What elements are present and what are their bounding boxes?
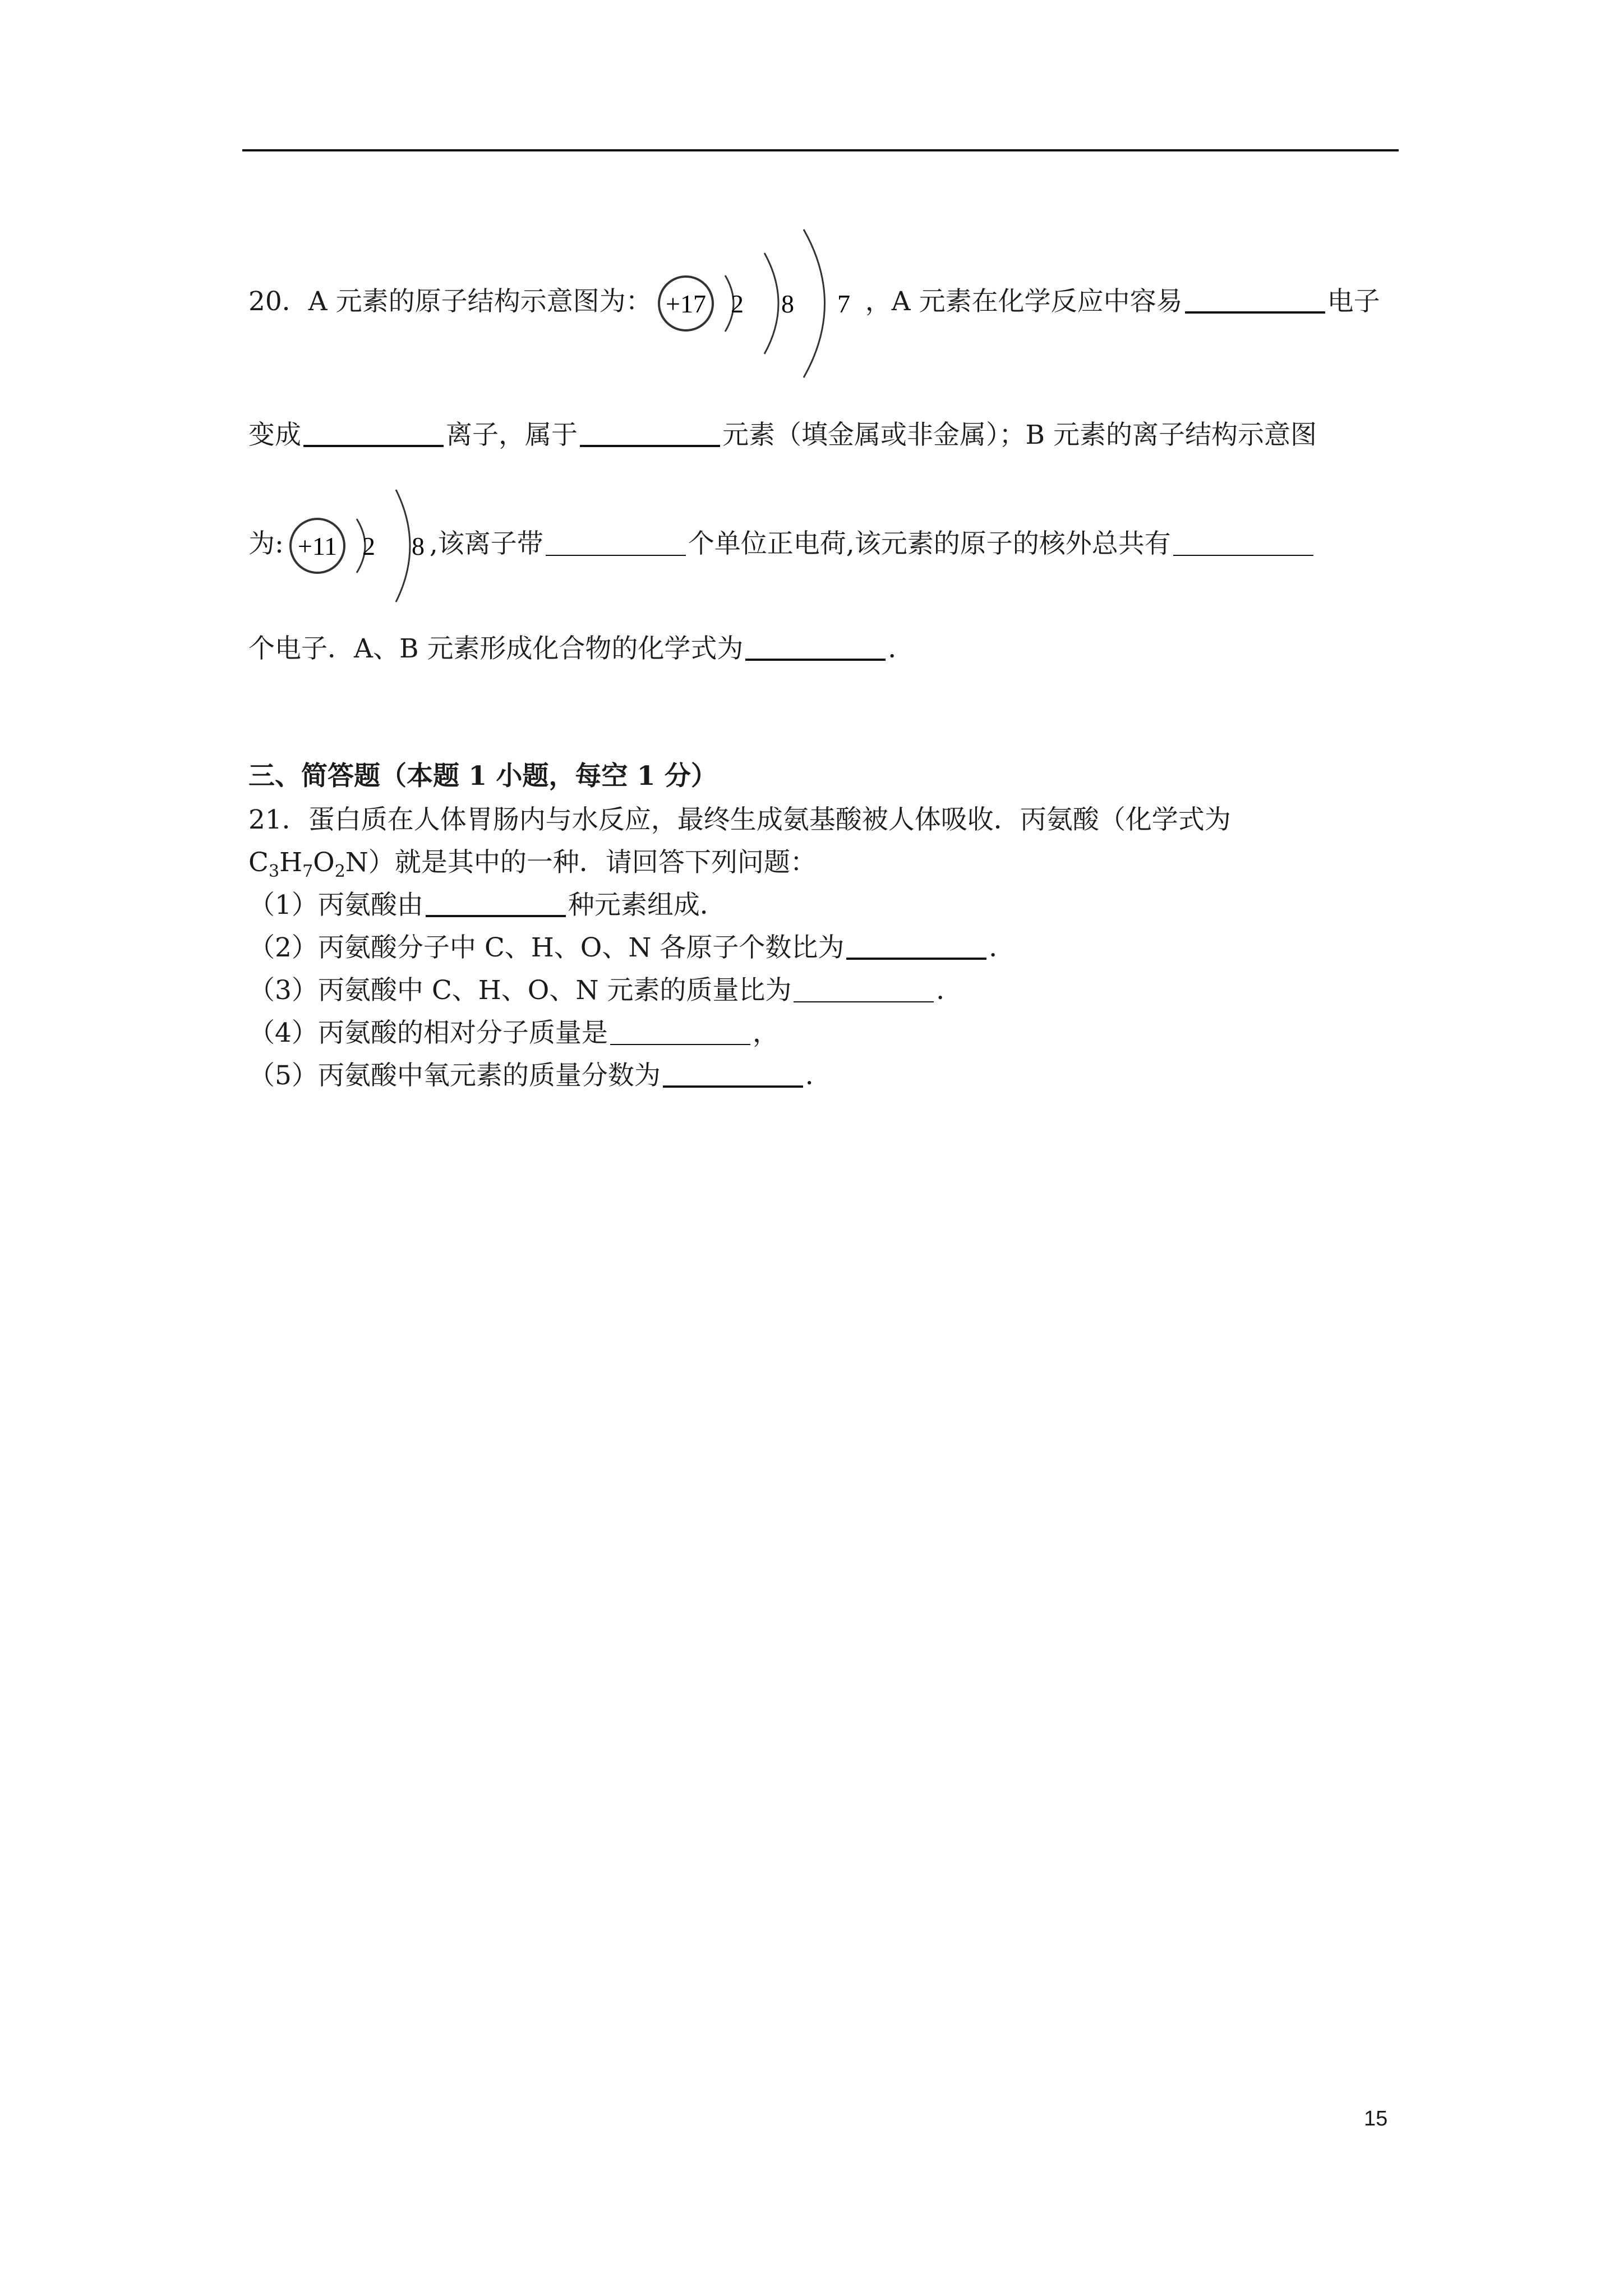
q20-line3 xyxy=(248,527,1316,563)
q20-line1-text: 20．A 元素的原子结构示意图为： xyxy=(248,286,652,317)
q21-line2 xyxy=(248,846,817,889)
q20-line3-start: 为: xyxy=(248,528,284,559)
section3-heading: 三、简答题（本题 1 小题，每空 1 分） xyxy=(248,761,717,792)
atom-a-shell-count-2: 8 xyxy=(781,289,794,318)
q21-item-4 xyxy=(248,1016,779,1050)
atom-a-shell-count-3: 7 xyxy=(837,289,850,318)
ion-b-shell-count-1: 2 xyxy=(362,532,375,560)
q21-item-3 xyxy=(248,974,962,1007)
atom-a-shell-count-1: 2 xyxy=(730,289,744,318)
q21-item-5-after: ． xyxy=(805,1060,832,1091)
answer-blank-mass-ratio[interactable] xyxy=(794,977,934,1002)
formula-nitrogen: N xyxy=(345,847,368,878)
formula-oxygen-subscript: 2 xyxy=(334,862,345,881)
q21-formula xyxy=(248,847,368,881)
answer-blank-element-type[interactable] xyxy=(580,420,720,447)
q21-item-3-after: ． xyxy=(936,975,963,1006)
q21-item-5 xyxy=(248,1059,832,1093)
q21-item-1-after: 种元素组成． xyxy=(568,890,726,921)
ion-b-structure-diagram xyxy=(284,478,430,613)
header-rule xyxy=(242,149,1399,151)
q20-line1-continuation: ，A 元素在化学反应中容易 xyxy=(865,286,1183,317)
q20-line4-start: 个电子．A、B 元素形成化合物的化学式为 xyxy=(248,633,744,664)
q21-line1: 21．蛋白质在人体胃肠内与水反应，最终生成氨基酸被人体吸收．丙氨酸（化学式为 xyxy=(248,804,1231,835)
atom-a-shell-3 xyxy=(804,229,825,378)
q20-line4 xyxy=(248,632,914,666)
q21-item-1 xyxy=(248,889,726,922)
q20-line2-mid2: 元素（填金属或非金属）；B 元素的离子结构示意图 xyxy=(722,420,1317,450)
q21-item-4-after: ， xyxy=(752,1018,779,1048)
page-number: 15 xyxy=(1364,2107,1388,2131)
formula-carbon-subscript: 3 xyxy=(268,862,280,881)
ion-b-shell-count-2: 8 xyxy=(411,532,425,560)
q20-line3-mid2: 个单位正电荷,该元素的原子的核外总共有 xyxy=(688,528,1171,559)
q21-item-2-text: （2）丙氨酸分子中 C、H、O、N 各原子个数比为 xyxy=(248,932,845,963)
formula-hydrogen-subscript: 7 xyxy=(302,862,313,881)
answer-blank-ion-type[interactable] xyxy=(303,420,444,447)
q21-item-2-after: ． xyxy=(989,932,1016,963)
answer-blank-oxygen-fraction[interactable] xyxy=(663,1061,803,1088)
q21-item-4-text: （4）丙氨酸的相对分子质量是 xyxy=(248,1018,608,1048)
answer-blank-molecular-mass[interactable] xyxy=(610,1019,750,1045)
answer-blank-atom-ratio[interactable] xyxy=(846,933,986,960)
q20-line4-end: ． xyxy=(888,633,915,664)
atom-a-shell-2 xyxy=(764,253,778,354)
ion-b-nucleus-label: +11 xyxy=(297,532,337,560)
formula-hydrogen: H xyxy=(279,847,303,878)
q21-item-3-text: （3）丙氨酸中 C、H、O、N 元素的质量比为 xyxy=(248,975,792,1006)
ion-b-shell-2 xyxy=(396,490,410,602)
q20-line2-mid1: 离子，属于 xyxy=(446,420,578,450)
q21-item-5-text: （5）丙氨酸中氧元素的质量分数为 xyxy=(248,1060,661,1091)
q20-line2-start: 变成 xyxy=(248,420,301,450)
q20-line1-tail: 电子 xyxy=(1327,286,1380,317)
atom-a-structure-diagram xyxy=(652,219,865,388)
q21-item-2 xyxy=(248,931,1015,965)
answer-blank-total-electrons[interactable] xyxy=(1173,530,1313,556)
q20-line2 xyxy=(248,418,1317,452)
answer-blank-element-count[interactable] xyxy=(426,890,566,917)
q21-line2-rest: ）就是其中的一种．请回答下列问题： xyxy=(368,847,817,878)
q20-line1 xyxy=(248,285,1380,320)
answer-blank-compound-formula[interactable] xyxy=(745,634,886,661)
formula-carbon: C xyxy=(248,847,269,878)
answer-blank-charge-units[interactable] xyxy=(546,530,686,556)
q20-line3-mid1: ,该离子带 xyxy=(429,528,543,559)
atom-a-nucleus-label: +17 xyxy=(665,289,706,318)
q21-item-1-text: （1）丙氨酸由 xyxy=(248,890,423,921)
answer-blank-gain-electrons[interactable] xyxy=(1185,287,1325,314)
formula-oxygen: O xyxy=(313,847,335,878)
